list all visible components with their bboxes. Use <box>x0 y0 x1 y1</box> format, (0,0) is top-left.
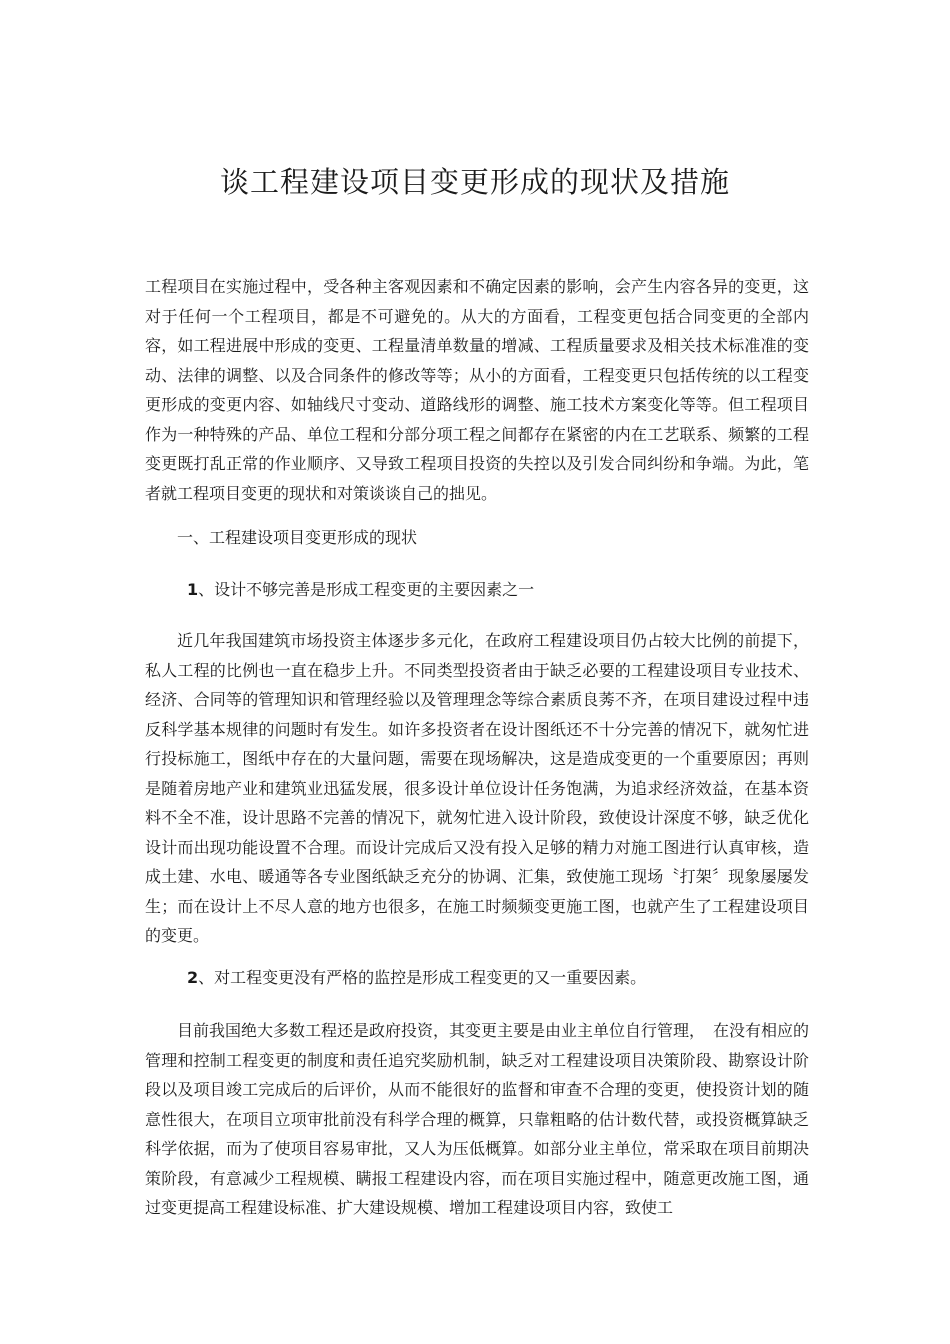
subsection-number: 2 <box>187 968 199 987</box>
intro-paragraph: 工程项目在实施过程中，受各种主客观因素和不确定因素的影响，会产生内容各异的变更，这对于任何一个工程项目，都是不可避免的。从大的方面看，工程变更包括合同变更的全部内容，如工程进展中形成的变更、工程量清单数量的增减、工程质量要求及相关技术标准准的变动、法律的调整、以及合同条件的修改等等；从小的方面看，工程变更只包括传统的以工程变更形成的变更内容、如轴线尺寸变动、道路线形的调整、施工技术方案变化等等。但工程项目作为一种特殊的产品、单位工程和分部分项工程之间都存在紧密的内在工艺联系、频繁的工程变更既打乱正常的作业顺序、又导致工程项目投资的失控以及引发合同纠纷和争端。为此，笔者就工程项目变更的现状和对策谈谈自己的拙见。 <box>145 277 809 503</box>
section-heading: 一、工程建设项目变更形成的现状 <box>177 528 418 547</box>
subsection-heading-2 <box>187 964 807 992</box>
document-title: 谈工程建设项目变更形成的现状及措施 <box>219 165 730 199</box>
subsection-heading-1 <box>187 576 807 604</box>
subsection-2-paragraph: 目前我国绝大多数工程还是政府投资，其变更主要是由业主单位自行管理， 在没有相应的管理和控制工程变更的制度和责任追究奖励机制，缺乏对工程建设项目决策阶段、勘察设计阶段以及项目竣工完成后的后评价，从而不能很好的监督和审查不合理的变更，使投资计划的随意性很大，在项目立项审批前没有科学合理的概算，只靠粗略的估计数代替，或投资概算缺乏科学依据，而为了使项目容易审批，又人为压低概算。如部分业主单位，常采取在项目前期决策阶段，有意减少工程规模、瞒报工程建设内容，而在项目实施过程中，随意更改施工图，通过变更提高工程建设标准、扩大建设规模、增加工程建设项目内容，致使工 <box>145 1021 810 1217</box>
subsection-text: 、设计不够完善是形成工程变更的主要因素之一 <box>198 580 535 599</box>
subsection-number: 1 <box>187 580 199 599</box>
subsection-1-paragraph: 近几年我国建筑市场投资主体逐步多元化，在政府工程建设项目仍占较大比例的前提下，私人工程的比例也一直在稳步上升。不同类型投资者由于缺乏必要的工程建设项目专业技术、经济、合同等的管理知识和管理经验以及管理理念等综合素质良莠不齐，在项目建设过程中违反科学基本规律的问题时有发生。如许多投资者在设计图纸还不十分完善的情况下，就匆忙进行投标施工，图纸中存在的大量问题，需要在现场解决，这是造成变更的一个重要原因；再则是随着房地产业和建筑业迅猛发展，很多设计单位设计任务饱满，为追求经济效益，在基本资料不全不准，设计思路不完善的情况下，就匆忙进入设计阶段，致使设计深度不够，缺乏优化设计而出现功能设置不合理。而设计完成后又没有投入足够的精力对施工图进行认真审核，造成土建、水电、暖通等各专业图纸缺乏充分的协调、汇集，致使施工现场〝打架〞现象屡屡发生；而在设计上不尽人意的地方也很多，在施工时频频变更施工图，也就产生了工程建设项目的变更。 <box>145 631 809 945</box>
subsection-text: 、对工程变更没有严格的监控是形成工程变更的又一重要因素。 <box>198 968 647 987</box>
